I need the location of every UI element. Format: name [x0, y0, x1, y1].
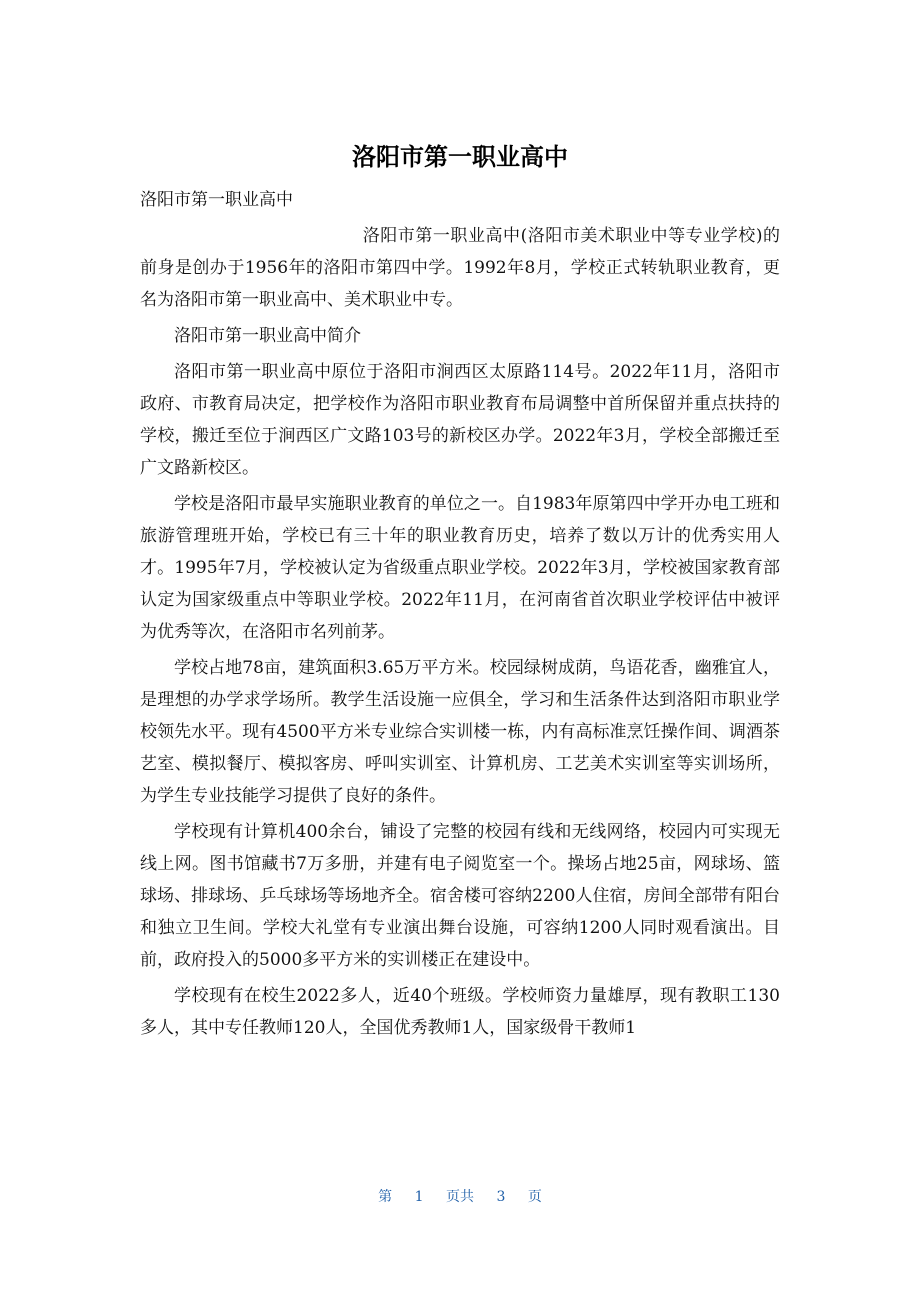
footer-middle: 页共 — [446, 1189, 474, 1205]
footer-suffix: 页 — [527, 1189, 542, 1205]
paragraph-location: 洛阳市第一职业高中原位于洛阳市涧西区太原路114号。2022年11月，洛阳市政府、市教育局决定，把学校作为洛阳市职业教育布局调整中首所保留并重点扶持的学校，搬迁至位于涧西区广文路103号的新校区办学。2022年3月，学校全部搬迁至广文路新校区。 — [140, 362, 780, 478]
footer-total-pages: 3 — [496, 1189, 506, 1205]
footer-page-number: 1 — [414, 1189, 424, 1205]
paragraph-staff: 学校现有在校生2022多人，近40个班级。学校师资力量雄厚，现有教职工130多人，其中专任教师120人，全国优秀教师1人，国家级骨干教师1 — [140, 986, 780, 1038]
paragraph-campus: 学校占地78亩，建筑面积3.65万平方米。校园绿树成荫，鸟语花香，幽雅宜人，是理想的办学求学场所。教学生活设施一应俱全，学习和生活条件达到洛阳市职业学校领先水平。现有4500平方米专业综合实训楼一栋，内有高标准烹饪操作间、调酒茶艺室、模拟餐厅、模拟客房、呼叫实训室、计算机房、工艺美术实训室等实训场所，为学生专业技能学习提供了良好的条件。 — [140, 658, 780, 806]
document-title: 洛阳市第一职业高中 — [352, 143, 568, 171]
footer-prefix: 第 — [378, 1189, 393, 1205]
page-footer — [0, 1187, 920, 1207]
paragraph-heading-line: 洛阳市第一职业高中 — [140, 190, 293, 210]
document-body — [140, 184, 780, 1048]
paragraph-facilities: 学校现有计算机400余台，铺设了完整的校园有线和无线网络，校园内可实现无线上网。图书馆藏书7万多册，并建有电子阅览室一个。操场占地25亩，网球场、篮球场、排球场、乒乓球场等场地齐全。宿舍楼可容纳2200人住宿，房间全部带有阳台和独立卫生间。学校大礼堂有专业演出舞台设施，可容纳1200人同时观看演出。目前，政府投入的5000多平方米的实训楼正在建设中。 — [140, 822, 780, 970]
paragraph-history: 学校是洛阳市最早实施职业教育的单位之一。自1983年原第四中学开办电工班和旅游管理班开始，学校已有三十年的职业教育历史，培养了数以万计的优秀实用人才。1995年7月，学校被认定为省级重点职业学校。2022年3月，学校被国家教育部认定为国家级重点中等职业学校。2022年11月，在河南省首次职业学校评估中被评为优秀等次，在洛阳市名列前茅。 — [140, 494, 780, 642]
paragraph-intro: 洛阳市第一职业高中(洛阳市美术职业中等专业学校)的前身是创办于1956年的洛阳市第四中学。1992年8月，学校正式转轨职业教育，更名为洛阳市第一职业高中、美术职业中专。 — [140, 226, 780, 310]
paragraph-section-title: 洛阳市第一职业高中简介 — [174, 326, 361, 346]
